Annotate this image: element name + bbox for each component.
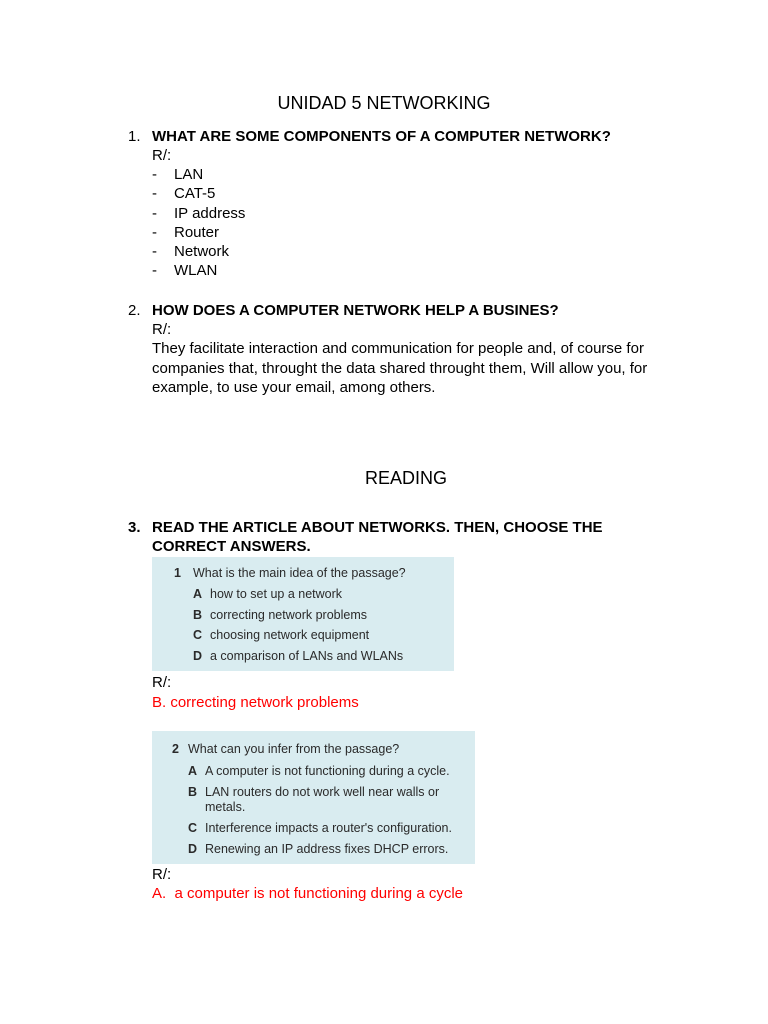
list-item-text: CAT-5 <box>174 185 216 203</box>
option-letter: A <box>188 764 198 778</box>
list-item <box>152 184 245 203</box>
option-letter: A <box>193 587 203 601</box>
q1-question: WHAT ARE SOME COMPONENTS OF A COMPUTER NETWORK? <box>152 128 611 145</box>
option-letter: B <box>193 608 203 622</box>
option-text: Renewing an IP address fixes DHCP errors. <box>205 842 449 856</box>
card2-number: 2 <box>172 742 179 756</box>
q3-answer1-label: R/: <box>152 674 172 691</box>
list-item <box>152 223 245 242</box>
q1-components-list <box>152 165 245 281</box>
card1-option-d <box>193 649 403 664</box>
list-item <box>152 204 245 223</box>
card2-option-a <box>188 764 450 779</box>
list-item-text: IP address <box>174 204 246 222</box>
card2-option-c <box>188 821 452 836</box>
reading-title: READING <box>364 468 447 488</box>
option-text: Interference impacts a router's configuration. <box>205 821 452 835</box>
list-item-text: Router <box>174 223 220 241</box>
q2-answer-label: R/: <box>152 321 172 338</box>
list-item-text: WLAN <box>174 262 218 280</box>
list-item-text: LAN <box>174 166 204 183</box>
option-text: correcting network problems <box>210 608 368 622</box>
q2-number: 2. <box>128 302 141 319</box>
card2-question <box>172 742 399 756</box>
q3-answer1-text: B. correcting network problems <box>152 694 359 711</box>
q1-number: 1. <box>128 128 141 145</box>
list-dash: - <box>152 262 157 280</box>
option-text: A computer is not functioning during a cycle. <box>205 764 450 778</box>
list-item <box>152 261 245 280</box>
card1-question <box>174 566 406 580</box>
list-item-text: Network <box>174 243 230 261</box>
card1-question-text: What is the main idea of the passage? <box>193 566 406 580</box>
question-card-1 <box>152 557 454 671</box>
option-letter: C <box>193 628 203 642</box>
q1-answer-label: R/: <box>152 147 172 164</box>
option-text: LAN routers do not work well near walls or metals. <box>205 785 440 814</box>
list-item <box>152 165 245 184</box>
question-card-2 <box>152 731 475 864</box>
q3-question: READ THE ARTICLE ABOUT NETWORKS. THEN, CHOOSE THE CORRECT ANSWERS. <box>152 519 603 555</box>
option-letter: B <box>188 785 198 799</box>
q2-question: HOW DOES A COMPUTER NETWORK HELP A BUSINES? <box>152 302 559 319</box>
card2-option-b <box>188 785 448 815</box>
list-dash: - <box>152 223 157 241</box>
page-title: UNIDAD 5 NETWORKING <box>277 93 491 113</box>
option-text: how to set up a network <box>210 587 343 601</box>
q3-number: 3. <box>128 519 141 536</box>
option-letter: D <box>193 649 203 663</box>
list-dash: - <box>152 185 157 203</box>
option-text: choosing network equipment <box>210 628 370 642</box>
card2-option-d <box>188 842 448 857</box>
card1-option-b <box>193 608 367 623</box>
q3-answer2-label: R/: <box>152 866 172 883</box>
list-dash: - <box>152 204 157 222</box>
card1-option-a <box>193 587 342 602</box>
list-dash: - <box>152 166 157 183</box>
card2-question-text: What can you infer from the passage? <box>188 742 400 756</box>
card1-option-c <box>193 628 369 643</box>
q2-answer-text: They facilitate interaction and communication for people and, of course for companies that, throught the data shared throught them, Will allow you, for example, to use your email, among others. <box>152 340 648 396</box>
option-letter: D <box>188 842 198 856</box>
list-item <box>152 242 245 261</box>
card1-number: 1 <box>174 566 181 580</box>
q3-answer2-text: A. a computer is not functioning during a cycle <box>152 885 464 902</box>
list-dash: - <box>152 243 157 261</box>
option-letter: C <box>188 821 198 835</box>
option-text: a comparison of LANs and WLANs <box>210 649 404 663</box>
